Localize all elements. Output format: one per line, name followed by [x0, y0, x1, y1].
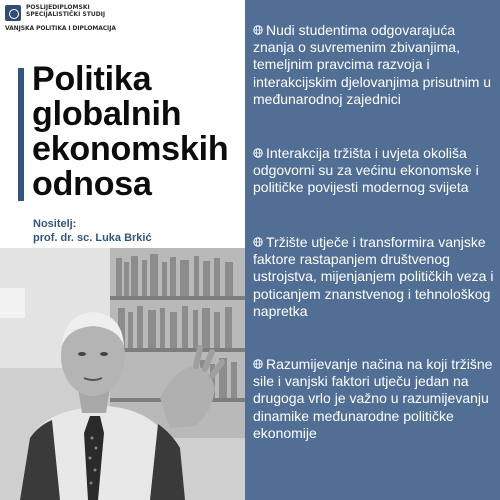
globe-icon [253, 148, 263, 158]
university-logo-icon [5, 5, 21, 21]
info-item-text: Interakcija tržišta i uvjeta okoliša odgovorni su za većinu ekonomske i političke povijesti modernog svijeta [253, 145, 479, 196]
title-line: odnosa [32, 165, 152, 203]
info-item-text: Razumijevanje načina na koji tržišne sile i vanjski faktori utječu jedan na drugoga vrlo je važno u razumijevanju dinamike međunarodne političke ekonomije [253, 356, 493, 441]
info-item-text: Tržište utječe i transformira vanjske faktore rastapanjem društvenog ustrojstva, mijenjanjem političkih veza i poticanjem znanstvenog i tehnološkog napretka [253, 234, 494, 319]
globe-icon [253, 359, 263, 369]
info-item [253, 145, 495, 197]
globe-icon [253, 237, 263, 247]
info-panel [245, 0, 500, 500]
globe-icon [253, 25, 263, 35]
title-accent-bar [18, 68, 24, 201]
info-item-text: Nudi studentima odgovarajuća znanja o suvremenim zbivanjima, temeljnim pravcima razvoja i interakcijskim djelovanjima prisutnim u međunarodnoj zajednici [253, 22, 492, 107]
institution-line2: SPECIJALISTIČKI STUDIJ [26, 11, 106, 18]
title-line: ekonomskih [32, 130, 229, 168]
lecturer-name: prof. dr. sc. Luka Brkić [33, 232, 152, 244]
title-line: globalnih [32, 95, 182, 133]
info-item [253, 22, 495, 108]
info-item [253, 234, 495, 320]
lecturer-photo [0, 248, 245, 500]
course-title [32, 62, 247, 202]
left-panel [0, 0, 245, 500]
info-item [253, 356, 495, 442]
program-name: VANJSKA POLITIKA I DIPLOMACIJA [5, 25, 116, 32]
title-line: Politika [32, 60, 152, 98]
lecturer-photo-illustration [0, 248, 245, 500]
lecturer-label: Nositelj: [33, 218, 77, 230]
institution-line1: POSLIJEDIPLOMSKI [26, 4, 90, 11]
